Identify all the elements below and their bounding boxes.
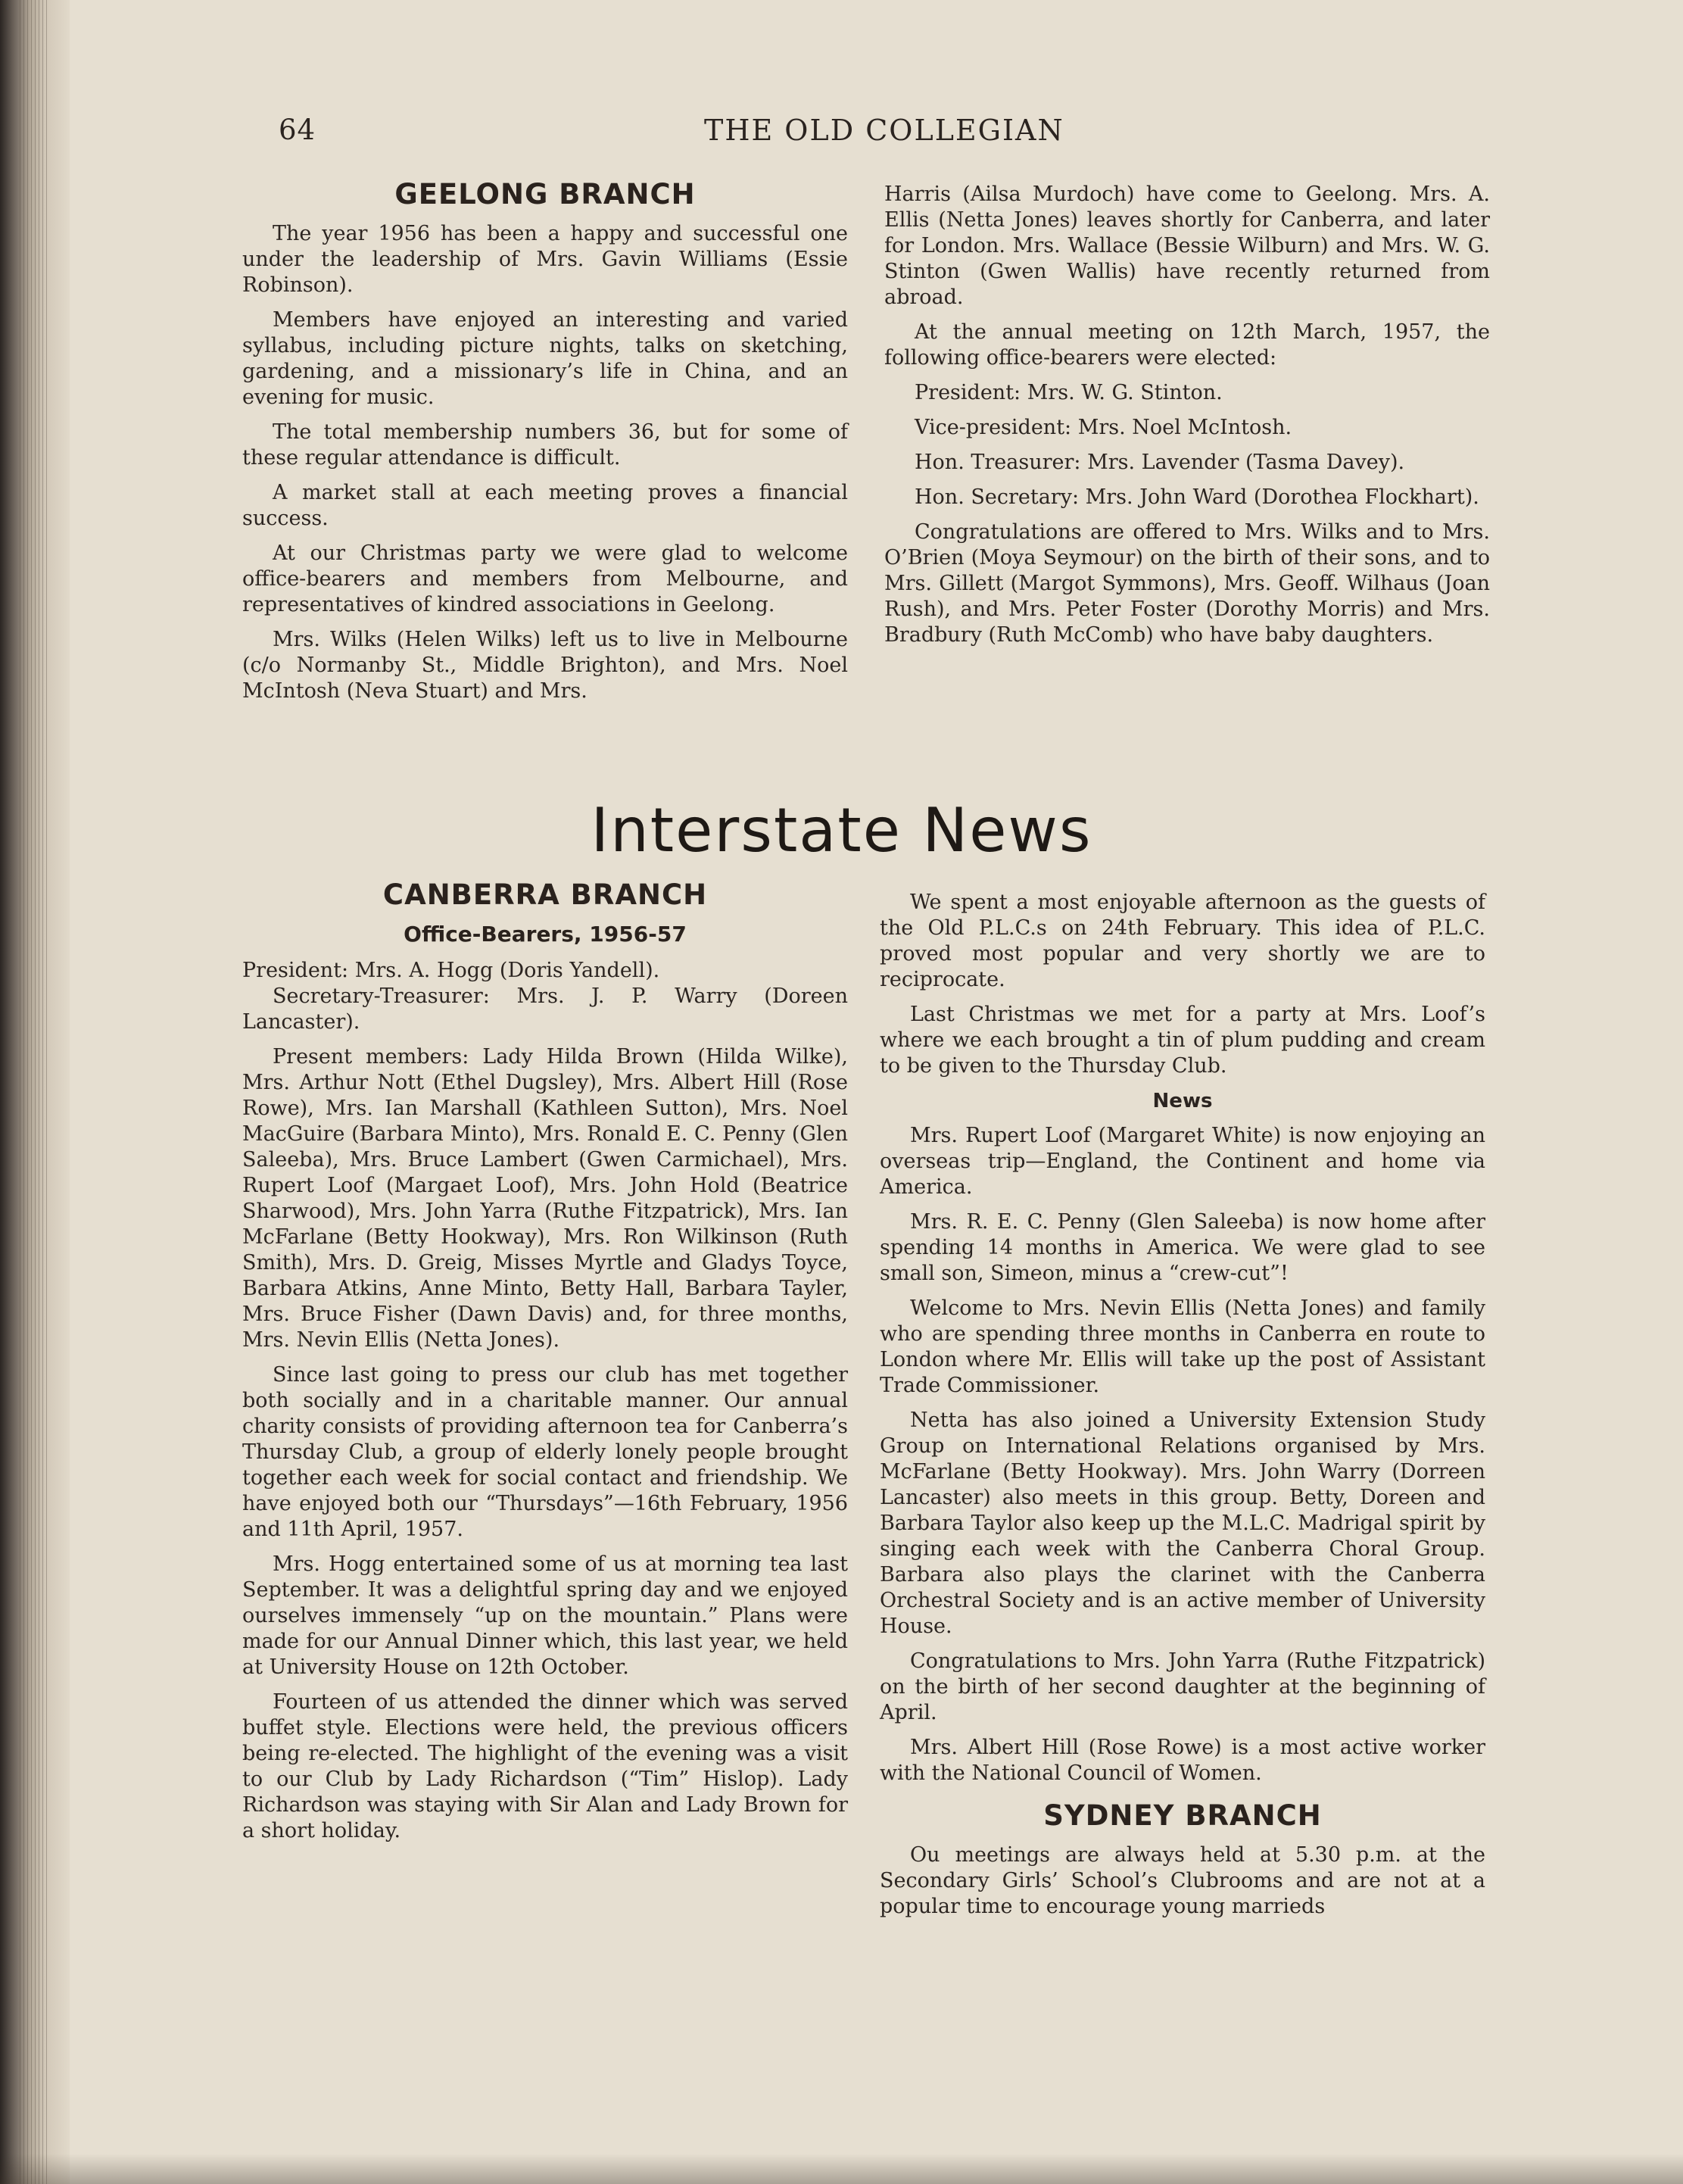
sydney-paragraph: Ou meetings are always held at 5.30 p.m. at the Secondary Girls’ School’s Clubrooms and are not at a popular time to encourage young marrieds: [880, 1843, 1485, 1918]
news-paragraph: Mrs. R. E. C. Penny (Glen Saleeba) is now home after spending 14 months in America. We were glad to see small son, Simeon, minus a “crew-cut”!: [880, 1210, 1485, 1285]
geelong-paragraph: Congratulations are offered to Mrs. Wilks and to Mrs. O’Brien (Moya Seymour) on the birth of their sons, and to Mrs. Gillett (Margot Symmons), Mrs. Geoff. Wilhaus (Joan Rush), and Mrs. Peter Foster (Dorothy Morris) and Mrs. Bradbury (Ruth McComb) who have baby daughters.: [884, 520, 1490, 647]
page-bottom-shadow: [0, 2154, 1683, 2184]
geelong-officer: Hon. Treasurer: Mrs. Lavender (Tasma Davey).: [915, 451, 1405, 474]
canberra-branch-continued-column: [880, 890, 1485, 1929]
geelong-paragraph: The total membership numbers 36, but for some of these regular attendance is difficult.: [242, 420, 848, 470]
geelong-branch-continued-column: [884, 182, 1490, 657]
geelong-branch-column: [242, 178, 848, 713]
geelong-officer: Vice-president: Mrs. Noel McIntosh.: [915, 416, 1292, 439]
canberra-paragraph: Fourteen of us attended the dinner which was served buffet style. Elections were held, the previous officers being re-elected. The highlight of the evening was a visit to our Club by Lady Richardson (“Tim” Hislop). Lady Richardson was staying with Sir Alan and Lady Brown for a short holiday.: [242, 1690, 848, 1842]
office-bearers-subheading: Office-Bearers, 1956-57: [404, 922, 687, 947]
news-paragraph: Mrs. Rupert Loof (Margaret White) is now enjoying an overseas trip—England, the Continent and home via America.: [880, 1124, 1485, 1199]
news-paragraph: Welcome to Mrs. Nevin Ellis (Netta Jones) and family who are spending three months in Canberra en route to London where Mr. Ellis will take up the post of Assistant Trade Commissioner.: [880, 1296, 1485, 1397]
binding-page-edges: [20, 0, 50, 2184]
geelong-officer: President: Mrs. W. G. Stinton.: [915, 381, 1223, 404]
geelong-paragraph: A market stall at each meeting proves a financial success.: [242, 481, 848, 530]
geelong-branch-heading: GEELONG BRANCH: [394, 178, 696, 211]
canberra-secretary: Secretary-Treasurer: Mrs. J. P. Warry (Doreen Lancaster).: [242, 984, 848, 1034]
canberra-branch-heading: CANBERRA BRANCH: [382, 878, 708, 911]
page-number: 64: [279, 114, 316, 146]
geelong-paragraph: At the annual meeting on 12th March, 1957, the following office-bearers were elected:: [884, 320, 1490, 370]
geelong-officer: Hon. Secretary: Mrs. John Ward (Dorothea Flockhart).: [915, 485, 1479, 509]
geelong-paragraph: Mrs. Wilks (Helen Wilks) left us to live in Melbourne (c/o Normanby St., Middle Brighton), and Mrs. Noel McIntosh (Neva Stuart) and Mrs.: [242, 628, 848, 703]
geelong-paragraph: At our Christmas party we were glad to welcome office-bearers and members from Melbourne, and representatives of kindred associations in Geelong.: [242, 541, 848, 616]
interstate-news-title: Interstate News: [591, 795, 1092, 866]
page-header: [0, 114, 1683, 159]
canberra-president: President: Mrs. A. Hogg (Doris Yandell).: [242, 959, 660, 982]
canberra-paragraph: We spent a most enjoyable afternoon as the guests of the Old P.L.C.s on 24th February. This idea of P.L.C. proved most popular and very shortly we are to reciprocate.: [880, 891, 1485, 991]
news-paragraph: Congratulations to Mrs. John Yarra (Ruthe Fitzpatrick) on the birth of her second daughter at the beginning of April.: [880, 1649, 1485, 1724]
canberra-paragraph: Last Christmas we met for a party at Mrs. Loof’s where we each brought a tin of plum pudding and cream to be given to the Thursday Club.: [880, 1003, 1485, 1078]
news-paragraph: Mrs. Albert Hill (Rose Rowe) is a most active worker with the National Council of Women.: [880, 1736, 1485, 1785]
news-subheading: News: [1152, 1090, 1213, 1112]
publication-title: THE OLD COLLEGIAN: [704, 114, 1064, 147]
sydney-branch-heading: SYDNEY BRANCH: [1043, 1799, 1322, 1832]
geelong-paragraph: Members have enjoyed an interesting and varied syllabus, including picture nights, talks on sketching, gardening, and a missionary’s life in China, and an evening for music.: [242, 308, 848, 409]
canberra-paragraph: Present members: Lady Hilda Brown (Hilda Wilke), Mrs. Arthur Nott (Ethel Dugsley), Mrs. Albert Hill (Rose Rowe), Mrs. Ian Marshall (Kathleen Sutton), Mrs. Noel MacGuire (Barbara Minto), Mrs. Ronald E. C. Penny (Glen Saleeba), Mrs. Bruce Lambert (Gwen Carmichael), Mrs. Rupert Loof (Margaet Loof), Mrs. John Hold (Beatrice Sharwood), Mrs. John Yarra (Ruthe Fitzpatrick), Mrs. Ian McFarlane (Betty Hookway), Mrs. Ron Wilkinson (Ruth Smith), Mrs. D. Greig, Misses Myrtle and Gladys Toyce, Barbara Atkins, Anne Minto, Betty Hall, Barbara Tayler, Mrs. Bruce Fisher (Dawn Davis) and, for three months, Mrs. Nevin Ellis (Netta Jones).: [242, 1045, 848, 1352]
canberra-branch-column: [242, 878, 848, 1853]
canberra-paragraph: Since last going to press our club has met together both socially and in a charitable manner. Our annual charity consists of providing afternoon tea for Canberra’s Thursday Club, a group of elderly lonely people brought together each week for social contact and friendship. We have enjoyed both our “Thursdays”—16th February, 1956 and 11th April, 1957.: [242, 1363, 848, 1541]
geelong-paragraph: The year 1956 has been a happy and successful one under the leadership of Mrs. Gavin Williams (Essie Robinson).: [242, 222, 848, 297]
canberra-paragraph: Mrs. Hogg entertained some of us at morning tea last September. It was a delightful spring day and we enjoyed ourselves immensely “up on the mountain.” Plans were made for our Annual Dinner which, this last year, we held at University House on 12th October.: [242, 1552, 848, 1679]
news-paragraph: Netta has also joined a University Extension Study Group on International Relations organised by Mrs. McFarlane (Betty Hookway). Mrs. John Warry (Dorreen Lancaster) also meets in this group. Betty, Doreen and Barbara Taylor also keep up the M.L.C. Madrigal spirit by singing each week with the Canberra Choral Group. Barbara also plays the clarinet with the Canberra Orchestral Society and is an active member of University House.: [880, 1409, 1485, 1638]
geelong-paragraph: Harris (Ailsa Murdoch) have come to Geelong. Mrs. A. Ellis (Netta Jones) leaves shortly for Canberra, and later for London. Mrs. Wallace (Bessie Wilburn) and Mrs. W. G. Stinton (Gwen Wallis) have recently returned from abroad.: [884, 183, 1490, 309]
